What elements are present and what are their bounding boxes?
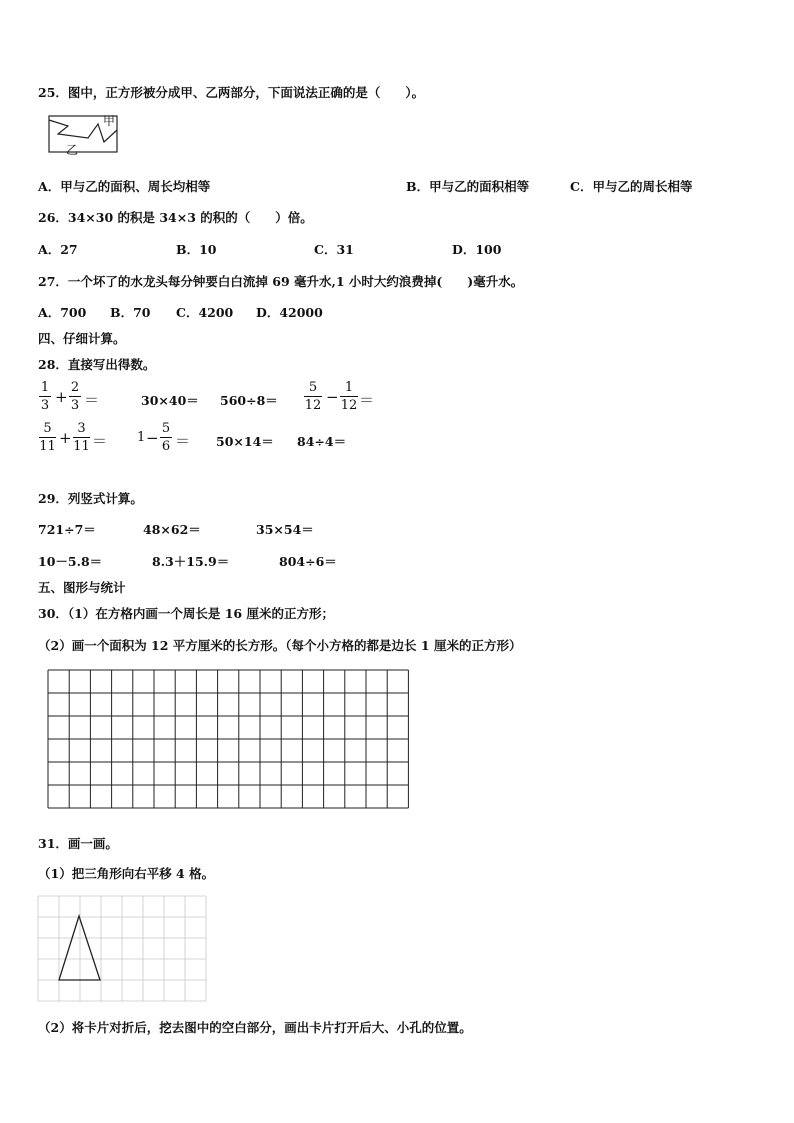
q28-r1-fraction-4: 1 12 [340, 380, 358, 413]
q27-stem: 27．一个坏了的水龙头每分钟要白白流掉 69 毫升水,1 小时大约浪费掉( )毫升水。 [38, 274, 524, 289]
q25-label-jia: 甲 [103, 114, 116, 128]
q28-r1-expr-3: 560÷8＝ [220, 393, 278, 408]
q29-r1-expr-2: 48×62＝ [143, 522, 201, 537]
q31-triangle-grid [37, 895, 209, 1003]
q28-r2-op-2: − [146, 429, 159, 447]
q31-part-1: （1）把三角形向右平移 4 格。 [38, 866, 215, 881]
q28-r1-eq-2: ＝ [359, 391, 375, 409]
q25-label-yi: 乙 [66, 143, 79, 157]
q28-r2-expr-3: 50×14＝ [216, 434, 274, 449]
q29-r1-expr-1: 721÷7＝ [38, 522, 96, 537]
q26-stem: 26．34×30 的积是 34×3 的积的（ ）倍。 [38, 210, 313, 225]
q25-option-c: C．甲与乙的周长相等 [570, 179, 693, 194]
section-5-heading: 五、图形与统计 [38, 580, 126, 595]
q25-stem: 25．图中，正方形被分成甲、乙两部分，下面说法正确的是（ ）。 [38, 85, 425, 100]
q27-option-d: D．42000 [256, 305, 323, 320]
q28-r1-fraction-3: 5 12 [304, 380, 322, 413]
q31-stem: 31．画一画。 [38, 836, 118, 851]
section-4-heading: 四、仔细计算。 [38, 331, 126, 346]
q25-option-b: B．甲与乙的面积相等 [406, 179, 530, 194]
q28-stem: 28．直接写出得数。 [38, 357, 156, 372]
q28-r1-op-1: + [55, 388, 68, 406]
q29-r2-expr-2: 8.3＋15.9＝ [152, 554, 230, 569]
q28-r2-fraction-2: 3 11 [73, 421, 90, 454]
q28-r2-fraction-3: 5 6 [161, 421, 171, 454]
q27-option-a: A．700 [38, 305, 87, 320]
q29-r2-expr-3: 804÷6＝ [279, 554, 337, 569]
q26-option-b: B．10 [176, 242, 217, 257]
q27-option-c: C．4200 [176, 305, 234, 320]
q28-r1-expr-2: 30×40＝ [141, 393, 199, 408]
q26-option-d: D．100 [452, 242, 502, 257]
q29-r2-expr-1: 10－5.8＝ [38, 554, 103, 569]
q30-part-1: 30．（1）在方格内画一个周长是 16 厘米的正方形； [38, 606, 334, 621]
q26-option-c: C．31 [314, 242, 354, 257]
q25-option-a: A．甲与乙的面积、周长均相等 [38, 179, 211, 194]
q28-r2-fraction-1: 5 11 [39, 421, 56, 454]
q28-r1-fraction-1: 1 3 [40, 380, 50, 413]
q26-option-a: A．27 [38, 242, 78, 257]
q27-option-b: B．70 [110, 305, 151, 320]
q29-r1-expr-3: 35×54＝ [256, 522, 314, 537]
q28-r2-eq-2: ＝ [175, 432, 191, 450]
q30-grid [46, 668, 412, 812]
q30-part-2: （2）画一个面积为 12 平方厘米的长方形。（每个小方格的都是边长 1 厘米的正方形） [38, 638, 522, 653]
q28-r1-eq-1: ＝ [84, 391, 100, 409]
q28-r2-eq-1: ＝ [92, 432, 108, 450]
q28-r1-fraction-2: 2 3 [70, 380, 80, 413]
q28-r2-expr-4: 84÷4＝ [297, 434, 347, 449]
triangle-shape [59, 916, 100, 980]
q28-r2-op-1: + [59, 429, 72, 447]
q29-stem: 29．列竖式计算。 [38, 491, 143, 506]
q28-r1-op-2: − [326, 388, 339, 406]
q28-r2-one: 1 [137, 430, 146, 445]
q31-part-2: （2）将卡片对折后，挖去图中的空白部分，画出卡片打开后大、小孔的位置。 [38, 1020, 472, 1035]
